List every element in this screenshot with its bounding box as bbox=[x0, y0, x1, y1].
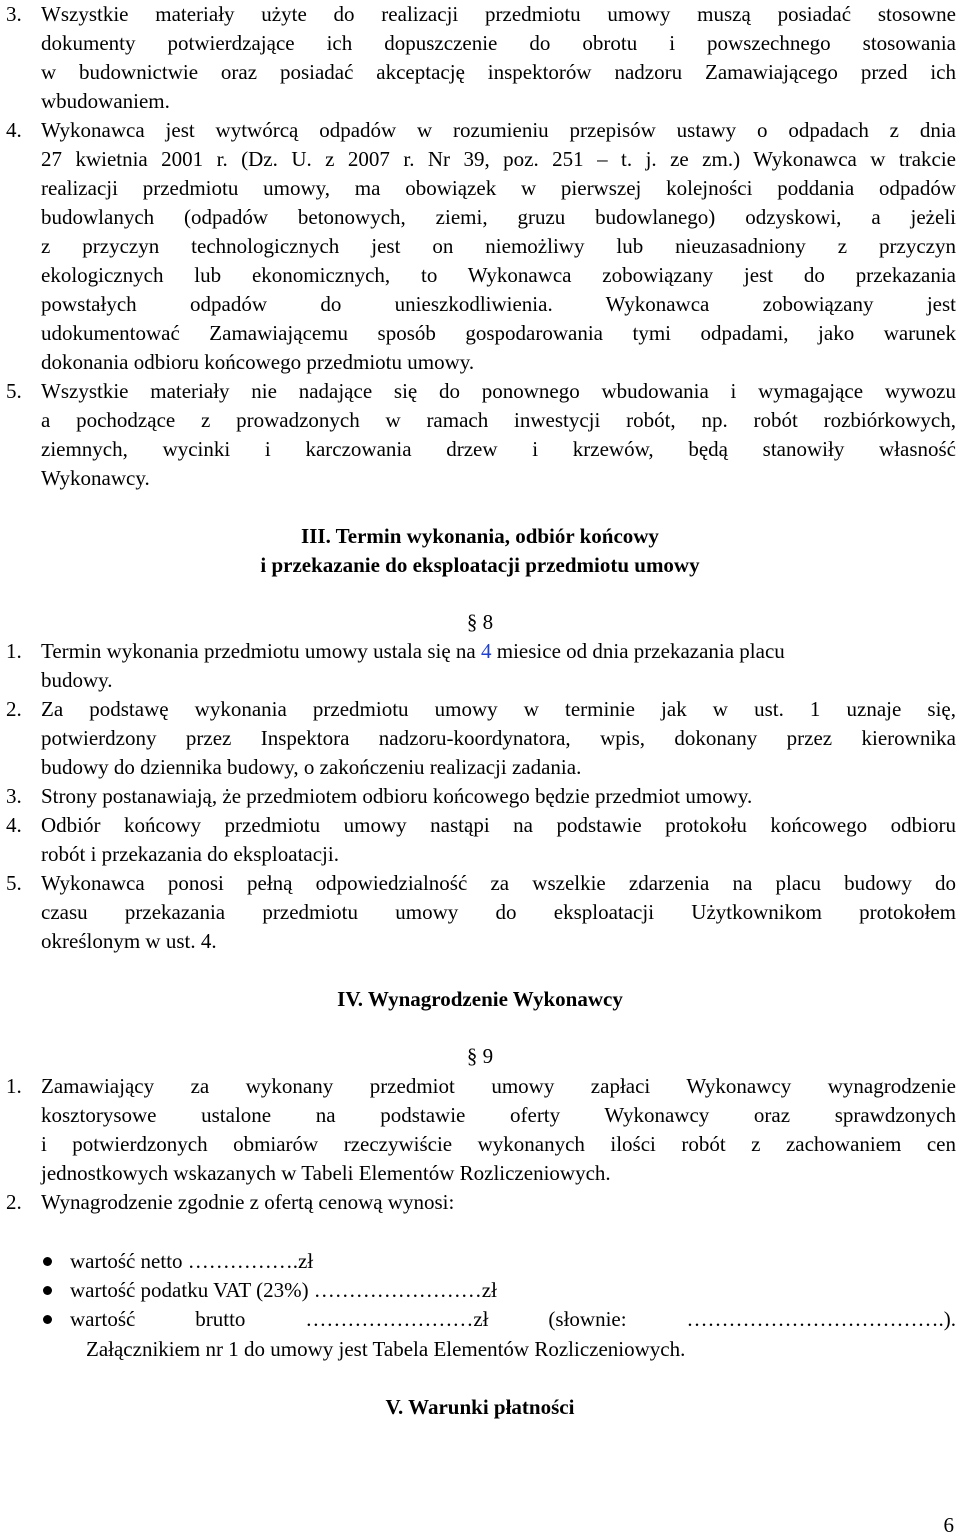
list-number: 3. bbox=[6, 2, 22, 26]
text-line: czasu przekazania przedmiotu umowy do eksploatacji Użytkownikom protokołem bbox=[41, 900, 956, 924]
text-line: i potwierdzonych obmiarów rzeczywiście wykonanych ilości robót z zachowaniem cen bbox=[41, 1132, 956, 1156]
text-line: robót i przekazania do eksploatacji. bbox=[41, 842, 339, 866]
attachment-note: Załącznikiem nr 1 do umowy jest Tabela Elementów Rozliczeniowych. bbox=[86, 1337, 686, 1361]
text-line: Wynagrodzenie zgodnie z ofertą cenową wynosi: bbox=[41, 1190, 455, 1214]
text-line: budowy. bbox=[41, 668, 113, 692]
text-line: ekologicznych lub ekonomicznych, to Wykonawca zobowiązany jest do przekazania bbox=[41, 263, 956, 287]
text-line bbox=[41, 641, 785, 662]
months-value: 4 bbox=[481, 639, 492, 663]
text-line: a pochodzące z prowadzonych w ramach inwestycji robót, np. robót rozbiórkowych, bbox=[41, 408, 956, 432]
list-number: 1. bbox=[6, 1074, 22, 1098]
section-heading: V. Warunki płatności bbox=[385, 1395, 575, 1419]
list-number: 3. bbox=[6, 784, 22, 808]
bullet-dot bbox=[43, 1315, 52, 1324]
text-line: Wykonawca ponosi pełną odpowiedzialność za wszelkie zdarzenia na placu budowy do bbox=[41, 871, 956, 895]
text-line: potwierdzony przez Inspektora nadzoru-koordynatora, wpis, dokonany przez kierownika bbox=[41, 726, 956, 750]
text-line: w budownictwie oraz posiadać akceptację inspektorów nadzoru Zamawiającego przed ich bbox=[41, 60, 956, 84]
list-number: 5. bbox=[6, 871, 22, 895]
text-line: Wykonawca jest wytwórcą odpadów w rozumieniu przepisów ustawy o odpadach z dnia bbox=[41, 118, 956, 142]
list-number: 1. bbox=[6, 639, 22, 663]
text-line: powstałych odpadów do unieszkodliwienia. Wykonawca zobowiązany jest bbox=[41, 292, 956, 316]
text-line: Wszystkie materiały nie nadające się do ponownego wbudowania i wymagające wywozu bbox=[41, 379, 956, 403]
page-number: 6 bbox=[943, 1513, 954, 1537]
section-heading: IV. Wynagrodzenie Wykonawcy bbox=[337, 987, 623, 1011]
text-line: ziemnych, wycinki i karczowania drzew i krzewów, będą stanowiły własność bbox=[41, 437, 956, 461]
text-line: 27 kwietnia 2001 r. (Dz. U. z 2007 r. Nr 39, poz. 251 – t. j. ze zm.) Wykonawca w trakcie bbox=[41, 147, 956, 171]
bullet-text: wartość netto …………….zł bbox=[70, 1249, 314, 1273]
text-line: budowy do dziennika budowy, o zakończeniu realizacji zadania. bbox=[41, 755, 582, 779]
text-line: udokumentować Zamawiającemu sposób gospodarowania tymi odpadami, jako warunek bbox=[41, 321, 956, 345]
list-number: 4. bbox=[6, 813, 22, 837]
bullet-dot bbox=[43, 1257, 52, 1266]
text-line: określonym w ust. 4. bbox=[41, 929, 217, 953]
text-line: wbudowaniem. bbox=[41, 89, 170, 113]
bullet-text: wartość podatku VAT (23%) ……………………zł bbox=[70, 1278, 497, 1302]
text-line: budowlanych (odpadów betonowych, ziemi, gruzu budowlanego) odzyskowi, a jeżeli bbox=[41, 205, 956, 229]
list-number: 4. bbox=[6, 118, 22, 142]
text-line: kosztorysowe ustalone na podstawie oferty Wykonawcy oraz sprawdzonych bbox=[41, 1103, 956, 1127]
text-line: Za podstawę wykonania przedmiotu umowy w terminie jak w ust. 1 uznaje się, bbox=[41, 697, 956, 721]
text-segment: Termin wykonania przedmiotu umowy ustala się na bbox=[41, 639, 482, 663]
text-line: Wykonawcy. bbox=[41, 466, 150, 490]
bullet-text: wartość brutto ……………………zł (słownie: ……………………………….). bbox=[70, 1307, 956, 1331]
list-number: 5. bbox=[6, 379, 22, 403]
text-line: Odbiór końcowy przedmiotu umowy nastąpi na podstawie protokołu końcowego odbioru bbox=[41, 813, 956, 837]
section-heading: III. Termin wykonania, odbiór końcowy bbox=[301, 524, 659, 548]
list-number: 2. bbox=[6, 1190, 22, 1214]
text-line: dokumenty potwierdzające ich dopuszczenie do obrotu i powszechnego stosowania bbox=[41, 31, 956, 55]
list-number: 2. bbox=[6, 697, 22, 721]
section-heading-subtitle: i przekazanie do eksploatacji przedmiotu umowy bbox=[260, 553, 700, 577]
text-line: Strony postanawiają, że przedmiotem odbioru końcowego będzie przedmiot umowy. bbox=[41, 784, 753, 808]
paragraph-sign: § 9 bbox=[466, 1044, 494, 1068]
text-line: realizacji przedmiotu umowy, ma obowiązek w pierwszej kolejności poddania odpadów bbox=[41, 176, 956, 200]
text-segment: miesice od dnia przekazania placu bbox=[491, 639, 785, 663]
text-line: dokonania odbioru końcowego przedmiotu umowy. bbox=[41, 350, 475, 374]
bullet-dot bbox=[43, 1286, 52, 1295]
text-line: z przyczyn technologicznych jest on niemożliwy lub nieuzasadniony z przyczyn bbox=[41, 234, 956, 258]
text-line: jednostkowych wskazanych w Tabeli Elementów Rozliczeniowych. bbox=[41, 1161, 611, 1185]
text-line: Zamawiający za wykonany przedmiot umowy zapłaci Wykonawcy wynagrodzenie bbox=[41, 1074, 956, 1098]
text-line: Wszystkie materiały użyte do realizacji przedmiotu umowy muszą posiadać stosowne bbox=[41, 2, 956, 26]
paragraph-sign: § 8 bbox=[466, 610, 494, 634]
